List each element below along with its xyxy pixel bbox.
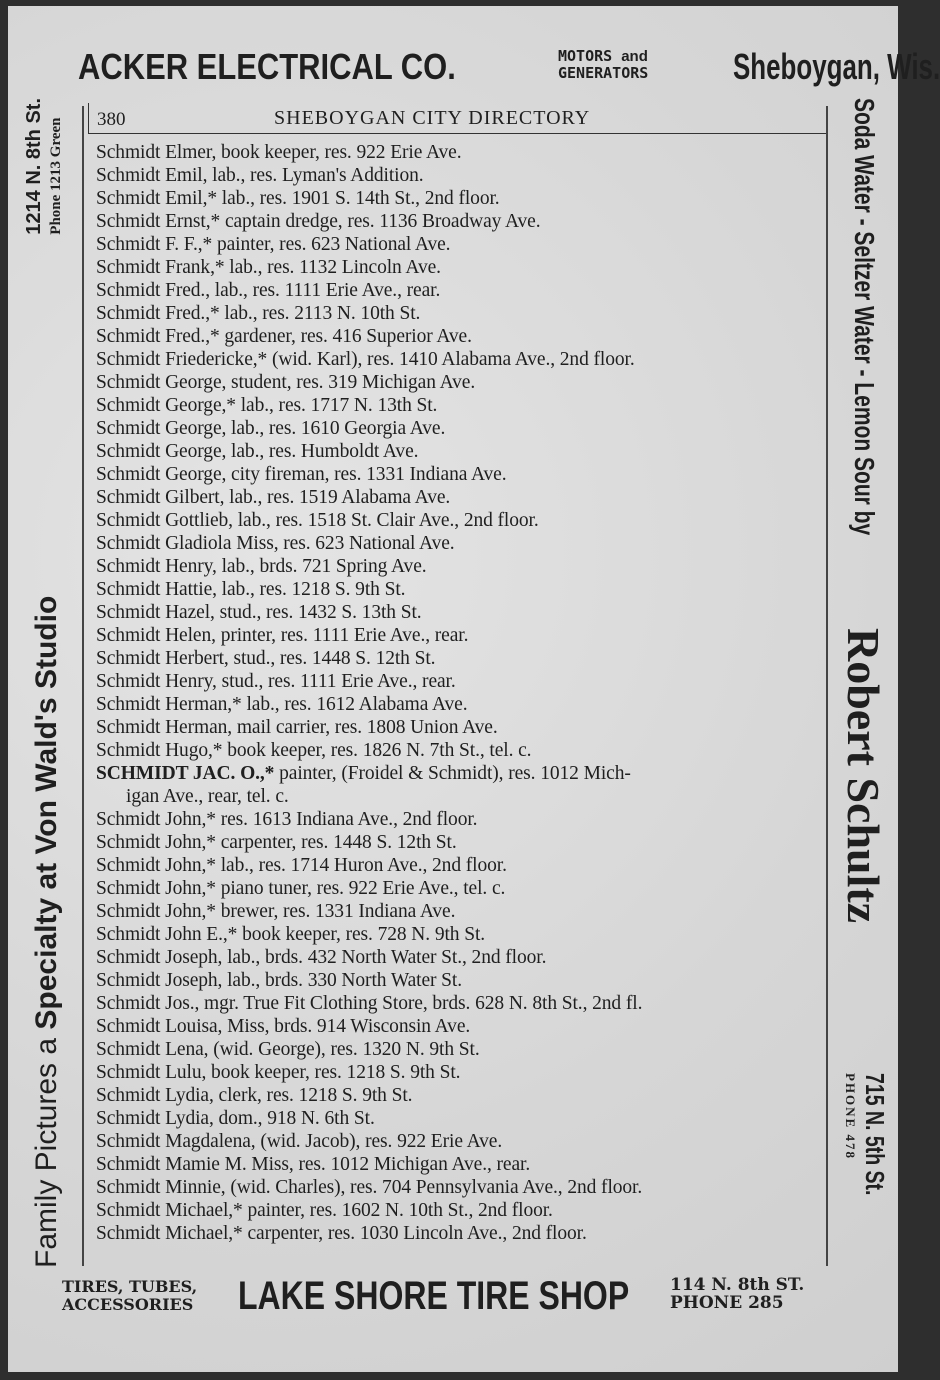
entry-text: Schmidt Lena, (wid. George), res. 1320 N. 9th St. [96, 1039, 480, 1060]
entry-text: Schmidt George, student, res. 319 Michigan Ave. [96, 372, 476, 393]
directory-entry [96, 762, 824, 785]
entry-text: Schmidt Hattie, lab., res. 1218 S. 9th St. [96, 579, 406, 600]
directory-entry [96, 233, 824, 256]
directory-entry [96, 463, 824, 486]
directory-entry [96, 394, 824, 417]
directory-entry [96, 440, 824, 463]
directory-entry [96, 1107, 824, 1130]
directory-entry [96, 785, 824, 808]
entry-text: Schmidt Herbert, stud., res. 1448 S. 12th St. [96, 648, 436, 669]
left-divider [82, 106, 84, 1266]
entry-text: Schmidt Lydia, dom., 918 N. 6th St. [96, 1108, 375, 1129]
left-ad-studio: Specialty at Von Wald's Studio [30, 595, 63, 1030]
right-ad-phone: PHONE 478 [843, 1073, 858, 1160]
entry-text: Schmidt Lulu, book keeper, res. 1218 S. 9th St. [96, 1062, 461, 1083]
top-ad-motors: MOTORS [558, 47, 613, 65]
left-ad-contact [24, 98, 66, 235]
page-title: SHEBOYGAN CITY DIRECTORY [274, 107, 591, 129]
directory-entry [96, 256, 824, 279]
directory-entry [96, 1015, 824, 1038]
right-ad-name: Robert Schultz [838, 628, 889, 924]
directory-entry [96, 417, 824, 440]
directory-entry [96, 210, 824, 233]
directory-entry [96, 532, 824, 555]
entry-text: Schmidt John E.,* book keeper, res. 728 N. 9th St. [96, 924, 486, 945]
right-ad-address: 715 N. 5th St. [860, 1073, 890, 1196]
directory-entry [96, 923, 824, 946]
entry-text: Schmidt Magdalena, (wid. Jacob), res. 922 Erie Ave. [96, 1131, 503, 1152]
top-ad-and: and [621, 48, 648, 65]
entry-bold-name: SCHMIDT JAC. O.,* [96, 763, 275, 784]
left-ad-main-text [30, 596, 64, 1268]
directory-entry [96, 555, 824, 578]
entry-text: Schmidt Helen, printer, res. 1111 Erie Ave., rear. [96, 625, 469, 646]
directory-entry [96, 1084, 824, 1107]
entry-text: painter, (Froidel & Schmidt), res. 1012 Mich- [274, 763, 631, 784]
directory-entry [96, 992, 824, 1015]
entry-text: Schmidt Gilbert, lab., res. 1519 Alabama Ave. [96, 487, 451, 508]
entry-text: Schmidt John,* lab., res. 1714 Huron Ave., 2nd floor. [96, 855, 507, 876]
directory-entry [96, 1130, 824, 1153]
bottom-ad-shop-name: LAKE SHORE TIRE SHOP [238, 1274, 630, 1318]
directory-entry [96, 371, 824, 394]
top-ad-company-name: ACKER ELECTRICAL CO. [78, 46, 456, 87]
entry-text: Schmidt George, lab., res. Humboldt Ave. [96, 441, 419, 462]
directory-entry [96, 486, 824, 509]
entry-text: Schmidt George,* lab., res. 1717 N. 13th St. [96, 395, 438, 416]
entry-text: Schmidt Gottlieb, lab., res. 1518 St. Clair Ave., 2nd floor. [96, 510, 539, 531]
directory-entry [96, 1038, 824, 1061]
entry-text: Schmidt Mamie M. Miss, res. 1012 Michigan Ave., rear. [96, 1154, 531, 1175]
left-ad-phone: Phone 1213 Green [48, 117, 64, 235]
directory-entry [96, 716, 824, 739]
entry-text: Schmidt Ernst,* captain dredge, res. 1136 Broadway Ave. [96, 211, 541, 232]
bottom-ad-phone: PHONE 285 [670, 1293, 784, 1313]
directory-entry [96, 670, 824, 693]
directory-entry [96, 900, 824, 923]
top-advertisement [68, 46, 940, 96]
directory-entry [96, 279, 824, 302]
directory-entry [96, 946, 824, 969]
entry-text: igan Ave., rear, tel. c. [126, 786, 289, 807]
entry-text: Schmidt Emil, lab., res. Lyman's Addition. [96, 165, 424, 186]
directory-entry [96, 578, 824, 601]
entry-text: Schmidt Herman, mail carrier, res. 1808 Union Ave. [96, 717, 498, 738]
directory-entry [96, 509, 824, 532]
entry-text: Schmidt Louisa, Miss, brds. 914 Wisconsin Ave. [96, 1016, 471, 1037]
directory-entry [96, 1199, 824, 1222]
right-advertisement [830, 98, 894, 1258]
entry-text: Schmidt Fred., lab., res. 1111 Erie Ave., rear. [96, 280, 441, 301]
entry-text: Schmidt John,* carpenter, res. 1448 S. 12th St. [96, 832, 457, 853]
entry-text: Schmidt Michael,* carpenter, res. 1030 Lincoln Ave., 2nd floor. [96, 1223, 587, 1244]
bottom-ad-address: 114 N. 8th ST. [670, 1275, 805, 1295]
directory-entry [96, 808, 824, 831]
entry-text: Schmidt George, lab., res. 1610 Georgia Ave. [96, 418, 446, 439]
entry-text: Schmidt F. F.,* painter, res. 623 National Ave. [96, 234, 451, 255]
bottom-ad-line2: ACCESSORIES [62, 1295, 194, 1314]
directory-entry [96, 854, 824, 877]
directory-entry [96, 1061, 824, 1084]
entry-text: Schmidt George, city fireman, res. 1331 Indiana Ave. [96, 464, 507, 485]
directory-entry [96, 647, 824, 670]
directory-entry [96, 969, 824, 992]
directory-entry [96, 739, 824, 762]
top-ad-products [558, 48, 648, 81]
entry-text: Schmidt Emil,* lab., res. 1901 S. 14th St., 2nd floor. [96, 188, 500, 209]
directory-entry [96, 302, 824, 325]
entry-text: Schmidt Friedericke,* (wid. Karl), res. 1410 Alabama Ave., 2nd floor. [96, 349, 635, 370]
entry-text: Schmidt Elmer, book keeper, res. 922 Erie Ave. [96, 142, 462, 163]
page-number: 380 [97, 109, 126, 130]
directory-entry [96, 601, 824, 624]
directory-entry [96, 877, 824, 900]
left-ad-prefix: Family Pictures a [30, 1037, 63, 1268]
entry-text: Schmidt Gladiola Miss, res. 623 National Ave. [96, 533, 455, 554]
entry-text: Schmidt Jos., mgr. True Fit Clothing Store, brds. 628 N. 8th St., 2nd fl. [96, 993, 643, 1014]
right-divider [826, 106, 828, 1266]
left-ad-address: 1214 N. 8th St. [23, 98, 45, 235]
entry-text: Schmidt Henry, stud., res. 1111 Erie Ave., rear. [96, 671, 456, 692]
entry-text: Schmidt John,* res. 1613 Indiana Ave., 2nd floor. [96, 809, 478, 830]
entry-text: Schmidt John,* piano tuner, res. 922 Erie Ave., tel. c. [96, 878, 506, 899]
directory-entry [96, 1153, 824, 1176]
bottom-ad-contact [670, 1276, 804, 1312]
right-ad-tagline: Soda Water - Seltzer Water - Lemon Sour by [849, 98, 880, 536]
directory-entry [96, 624, 824, 647]
top-ad-generators: GENERATORS [558, 64, 649, 82]
directory-entry [96, 831, 824, 854]
left-advertisement [20, 98, 84, 1268]
bottom-advertisement [58, 1274, 888, 1326]
entry-text: Schmidt Joseph, lab., brds. 330 North Water St. [96, 970, 463, 991]
top-ad-city: Sheboygan, Wis. [733, 46, 940, 87]
directory-entry [96, 187, 824, 210]
directory-page [8, 6, 940, 1372]
entry-text: Schmidt Frank,* lab., res. 1132 Lincoln Ave. [96, 257, 441, 278]
entry-text: Schmidt Henry, lab., brds. 721 Spring Ave. [96, 556, 427, 577]
entry-text: Schmidt John,* brewer, res. 1331 Indiana Ave. [96, 901, 456, 922]
entry-text: Schmidt Hazel, stud., res. 1432 S. 13th St. [96, 602, 422, 623]
directory-entry [96, 693, 824, 716]
directory-entry [96, 348, 824, 371]
directory-entry [96, 1222, 824, 1245]
directory-entry [96, 141, 824, 164]
entry-text: Schmidt Minnie, (wid. Charles), res. 704 Pennsylvania Ave., 2nd floor. [96, 1177, 643, 1198]
entry-text: Schmidt Michael,* painter, res. 1602 N. 10th St., 2nd floor. [96, 1200, 553, 1221]
bottom-ad-products [62, 1278, 197, 1314]
bottom-ad-line1: TIRES, TUBES, [62, 1277, 198, 1296]
entry-text: Schmidt Fred.,* gardener, res. 416 Superior Ave. [96, 326, 472, 347]
entry-text: Schmidt Herman,* lab., res. 1612 Alabama Ave. [96, 694, 468, 715]
entry-text: Schmidt Lydia, clerk, res. 1218 S. 9th St. [96, 1085, 413, 1106]
directory-entry [96, 1176, 824, 1199]
directory-entry [96, 164, 824, 187]
directory-entry [96, 325, 824, 348]
entry-text: Schmidt Joseph, lab., brds. 432 North Water St., 2nd floor. [96, 947, 547, 968]
entry-text: Schmidt Hugo,* book keeper, res. 1826 N. 7th St., tel. c. [96, 740, 532, 761]
directory-entries [96, 141, 824, 1245]
page-header [88, 103, 827, 134]
entry-text: Schmidt Fred.,* lab., res. 2113 N. 10th St. [96, 303, 421, 324]
